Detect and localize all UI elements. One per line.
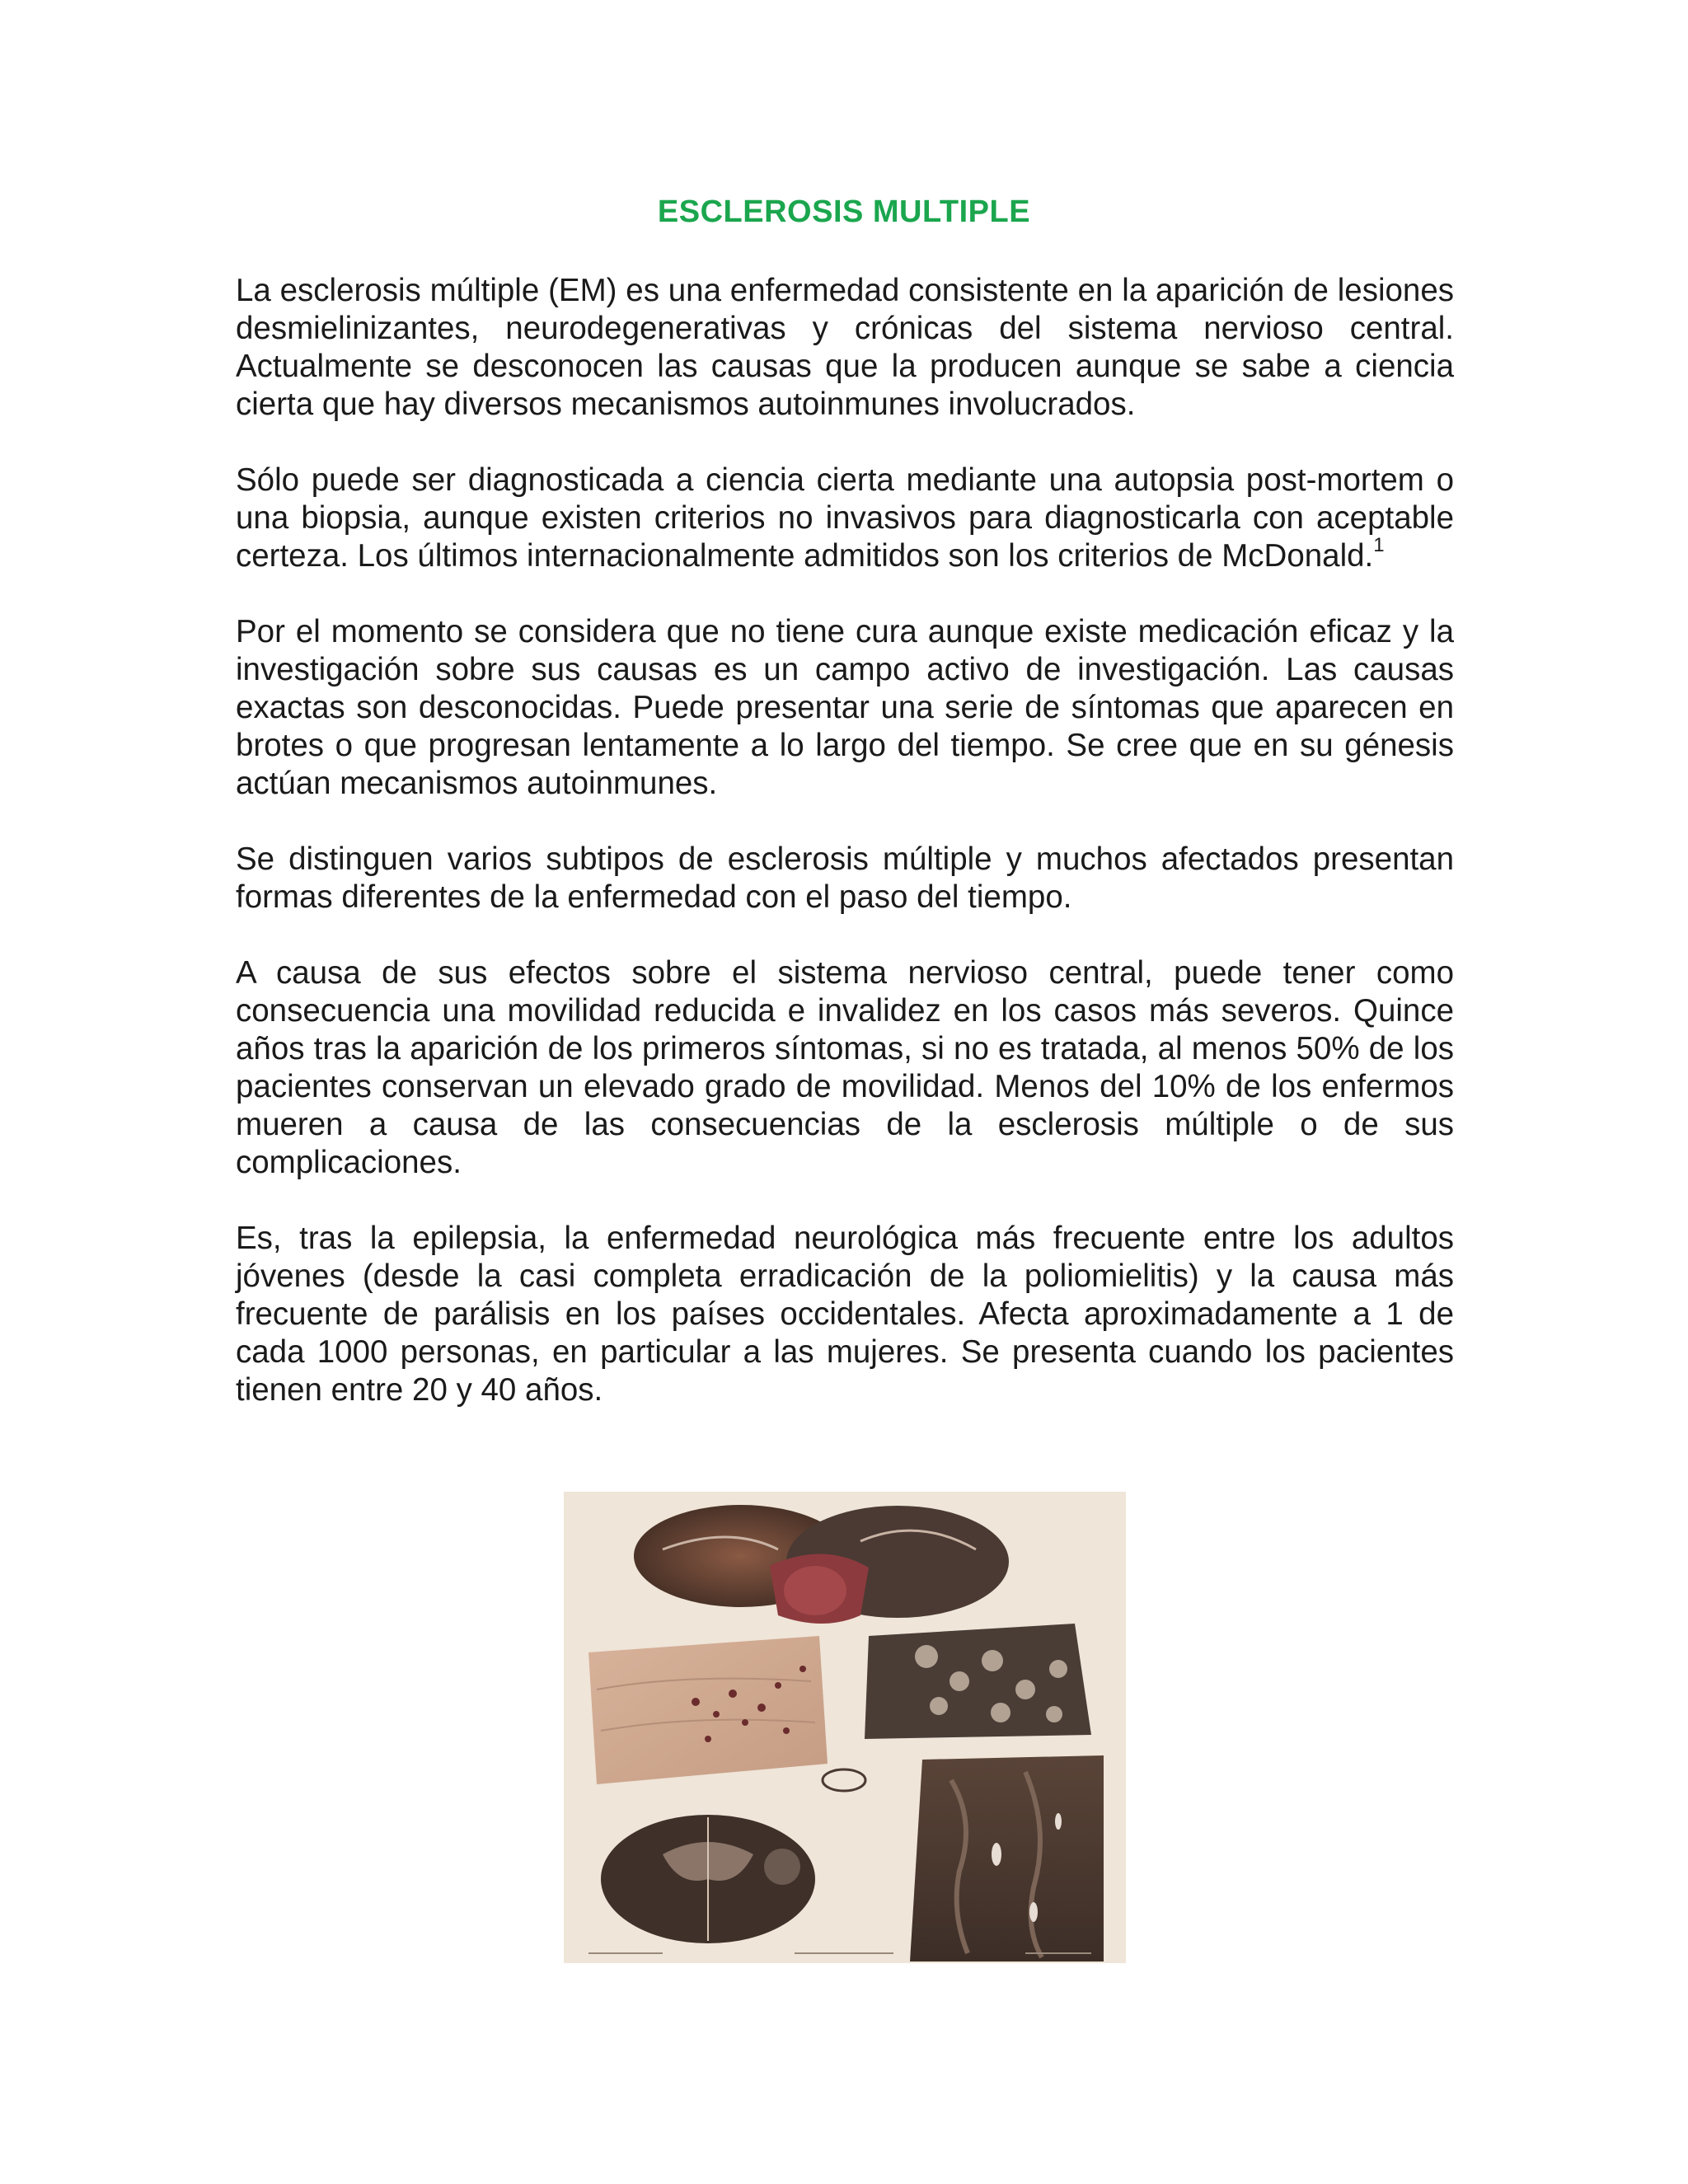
paragraph-effects: A causa de sus efectos sobre el sistema nervioso central, puede tener como consecuencia una movilidad reducida e invalidez en los casos más severos. Quince años tras la aparición de los primeros síntomas, si no es tratada, al menos 50% de los pacientes conservan un elevado grado de movilidad. Menos del 10% de los enfermos mueren a causa de las consecuencias de la esclerosis múltiple o de sus complicaciones. xyxy=(236,955,1454,1180)
paragraph-diagnosis xyxy=(236,462,1454,575)
paragraph-treatment: Por el momento se considera que no tiene cura aunque existe medicación eficaz y la investigación sobre sus causas es un campo activo de investigación. Las causas exactas son desconocidas. Puede presentar una serie de síntomas que aparecen en brotes o que progresan lentamente a lo largo del tiempo. Se cree que en su génesis actúan mecanismos autoinmunes. xyxy=(236,614,1454,801)
footnote-reference[interactable]: 1 xyxy=(1373,534,1385,557)
spinal-cord-section xyxy=(601,1815,815,1943)
document-body xyxy=(236,272,1454,1447)
longitudinal-tissue-section xyxy=(910,1755,1104,1961)
paragraph-epidemiology: Es, tras la epilepsia, la enfermedad neurológica más frecuente entre los adultos jóvenes (desde la casi completa erradicación de la poliomielitis) y la causa más frecuente de parálisis en los países occidentales. Afecta aproximadamente a 1 de cada 1000 personas, en particular a las mujeres. Se presenta cuando los pacientes tienen entre 20 y 40 años. xyxy=(236,1221,1454,1408)
paragraph-subtypes: Se distinguen varios subtipos de esclerosis múltiple y muchos afectados presentan formas diferentes de la enfermedad con el paso del tiempo. xyxy=(236,841,1454,915)
white-matter-section xyxy=(588,1636,828,1784)
cell-lesion-section xyxy=(865,1624,1091,1739)
paragraph-diagnosis-text: Sólo puede ser diagnosticada a ciencia cierta mediante una autopsia post-mortem o una biopsia, aunque existen criterios no invasivos para diagnosticarla con aceptable certeza. Los últimos internacionalmente admitidos son los criterios de McDonald. xyxy=(236,462,1454,574)
histology-illustration-drawing xyxy=(564,1492,1126,1963)
document-title: ESCLEROSIS MULTIPLE xyxy=(657,194,1031,229)
paragraph-definition: La esclerosis múltiple (EM) es una enfermedad consistente en la aparición de lesiones desmielinizantes, neurodegenerativas y crónicas del sistema nervioso central. Actualmente se desconocen las causas que la producen aunque se sabe a ciencia cierta que hay diversos mecanismos autoinmunes involucrados. xyxy=(236,273,1454,422)
histology-illustration xyxy=(564,1492,1126,1963)
